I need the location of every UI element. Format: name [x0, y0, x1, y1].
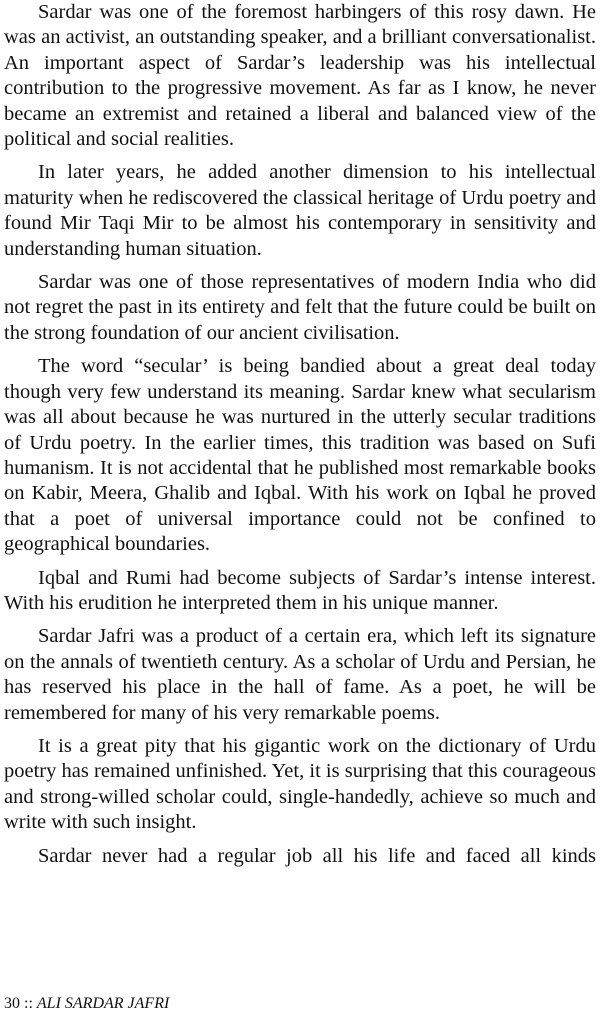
paragraph-2: In later years, he added another dimension to his intellectual maturity when he rediscovered the classical heritage of Urdu poetry and found Mir Taqi Mir to be almost his contemporary in sensitivity and understanding human situation. [4, 161, 596, 260]
paragraph-3: Sardar was one of those representatives of modern India who did not regret the past in its entirety and felt that the future could be built on the strong foundation of our ancient civilisation. [4, 271, 596, 344]
paragraph-6: Sardar Jafri was a product of a certain era, which left its signature on the annals of twentieth century. As a scholar of Urdu and Persian, he has reserved his place in the hall of fame. As a poet, he will be remembered for many of his very remarkable poems. [4, 625, 596, 724]
paragraph-5: Iqbal and Rumi had become subjects of Sardar’s intense interest. With his erudition he interpreted them in his unique manner. [4, 566, 596, 614]
running-title: ALI SARDAR JAFRI [36, 995, 170, 1012]
page-footer [4, 994, 169, 1014]
body-text [4, 0, 596, 869]
paragraph-1: Sardar was one of the foremost harbingers of this rosy dawn. He was an activist, an outstanding speaker, and a brilliant conversationalist. An important aspect of Sardar’s leadership was his intellectual contribution to the progressive movement. As far as I know, he never became an extremist and retained a liberal and balanced view of the political and social realities. [4, 1, 596, 151]
footer-separator: :: [24, 995, 33, 1012]
paragraph-4: The word “secular’ is being bandied about a great deal today though very few understand its meaning. Sardar knew what secularism was all about because he was nurtured in the utterly secular traditions of Urdu poetry. In the earlier times, this tradition was based on Sufi humanism. It is not accidental that he published most remarkable books on Kabir, Meera, Ghalib and Iqbal. With his work on Iqbal he proved that a poet of universal importance could not be confined to geographical boundaries. [4, 355, 596, 556]
paragraph-7: It is a great pity that his gigantic work on the dictionary of Urdu poetry has remained unfinished. Yet, it is surprising that this courageous and strong-willed scholar could, single-handedly, achieve so much and write with such insight. [4, 734, 596, 834]
paragraph-8: Sardar never had a regular job all his life and faced all kinds [38, 844, 596, 867]
page-number: 30 [4, 995, 20, 1012]
